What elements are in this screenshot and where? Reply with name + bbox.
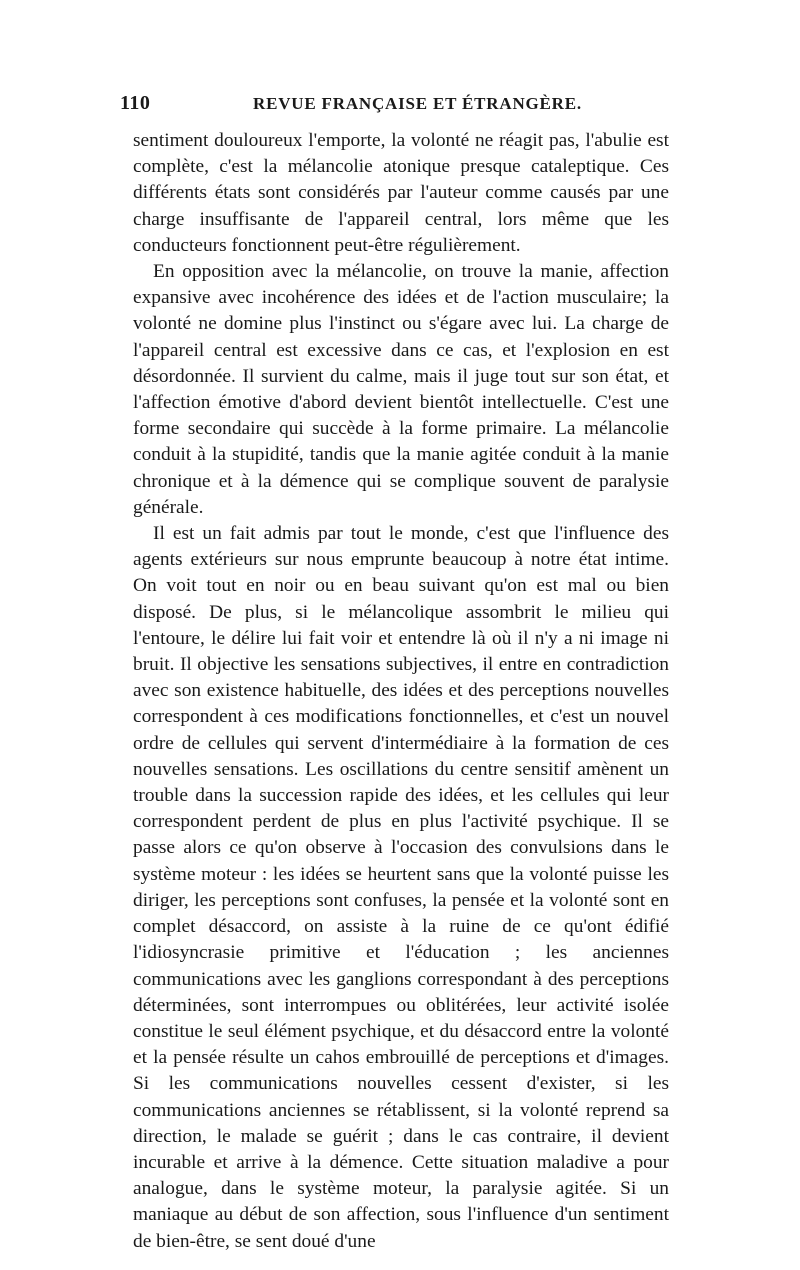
paragraph-agents-exterieurs: Il est un fait admis par tout le monde, c'est que l'influence des agents extérieurs sur nous emprunte beaucoup à notre état intime. On voit tout en noir ou en beau suivant qu'on est mal ou bien disposé. De plus, si le mélancolique assombrit le milieu qui l'entoure, le délire lui fait voir et entendre là où il n'y a ni image ni bruit. Il objective les sensations subjectives, il entre en contradiction avec son existence habituelle, des idées et des perceptions nouvelles correspondent à ces modifications fonctionnelles, et c'est un nouvel ordre de cellules qui servent d'intermédiaire à la formation de ces nouvelles sensations. Les oscillations du centre sensitif amènent un trouble dans la succession rapide des idées, et les cellules qui leur correspondent perdent de plus en plus l'activité psychique. Il se passe alors ce qu'on observe à l'occasion des convulsions dans le système moteur : les idées se heurtent sans que la volonté puisse les diriger, les perceptions sont confuses, la pensée et la volonté sont en complet désaccord, on assiste à la ruine de ce qu'ont édifié l'idiosyncrasie primitive et l'éducation ; les anciennes communications avec les ganglions correspondant à des perceptions déterminées, sont interrompues ou oblitérées, leur activité isolée constitue le seul élément psychique, et du désaccord entre la volonté et la pensée résulte un cahos embrouillé de perceptions et d'images. Si les communications nouvelles cessent d'exister, si les communications anciennes se rétablissent, si la volonté reprend sa direction, le malade se guérit ; dans le cas contraire, il devient incurable et arrive à la démence. Cette situation maladive a pour analogue, dans le système moteur, la paralysie agitée. Si un maniaque au début de son affection, sous l'influence d'un sentiment de bien-être, se sent doué d'une xyxy=(133,523,669,1252)
paragraph-continuation: sentiment douloureux l'emporte, la volonté ne réagit pas, l'abulie est complète, c'est la mélancolie atonique presque cataleptique. Ces différents états sont considérés par l'auteur comme causés par une charge insuffisante de l'appareil central, lors même que les conducteurs fonctionnent peut-être régulièrement. xyxy=(133,130,669,256)
book-page xyxy=(120,92,669,1255)
paragraph-manie: En opposition avec la mélancolie, on trouve la manie, affection expansive avec incohérence des idées et de l'action musculaire; la volonté ne domine plus l'instinct ou s'égare avec lui. La charge de l'appareil central est excessive dans ce cas, et l'explosion en est désordonnée. Il survient du calme, mais il juge tout sur son état, et l'affection émotive d'abord devient bientôt intellectuelle. C'est une forme secondaire qui succède à la forme primaire. La mélancolie conduit à la stupidité, tandis que la manie agitée conduit à la manie chronique et à la démence qui se complique souvent de paralysie générale. xyxy=(133,261,669,518)
journal-title: REVUE FRANÇAISE ET ÉTRANGÈRE. xyxy=(253,94,582,113)
page-number: 110 xyxy=(120,92,151,114)
running-head xyxy=(120,92,669,128)
body-text xyxy=(133,128,669,1255)
